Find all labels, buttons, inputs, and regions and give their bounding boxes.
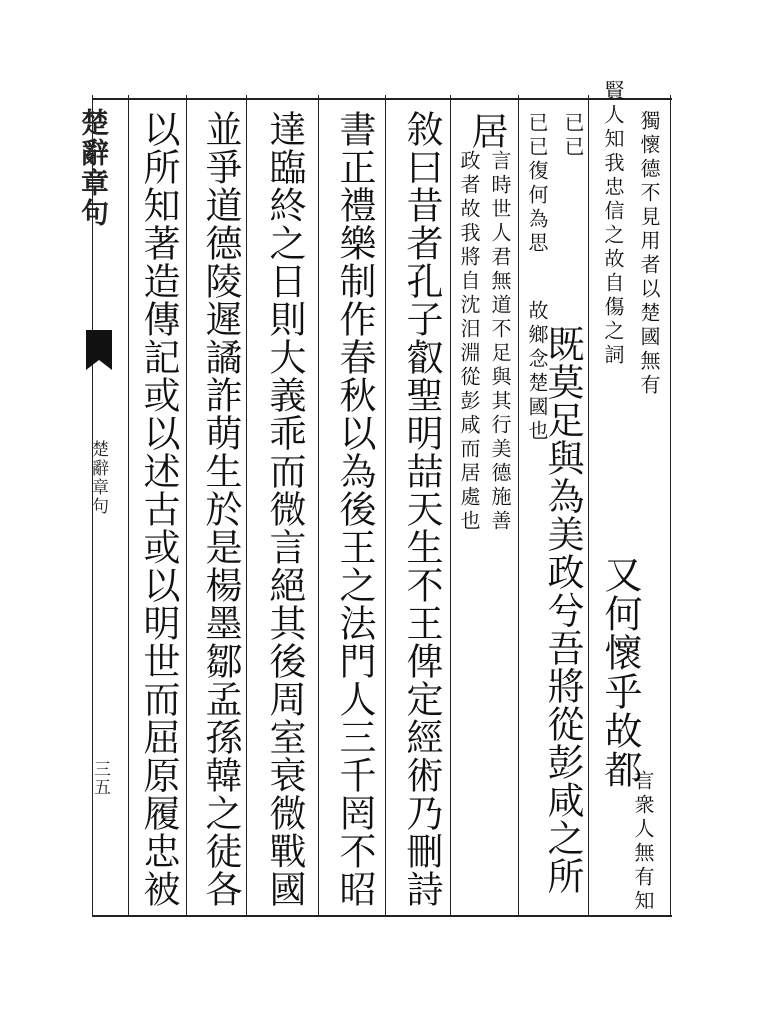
text-column: 又何懷乎故都 (598, 555, 642, 789)
text-column: 敘曰昔者孔子叡聖明喆天生不王俾定經術乃刪詩 (400, 110, 443, 908)
text-column: 故鄉念楚國也 (525, 300, 549, 444)
text-column: 以所知著造傳記或以述古或以明世而屈原履忠被 (137, 110, 180, 908)
text-column: 達臨終之日則大義乖而微言絕其後周室衰微戰國 (263, 110, 306, 908)
page-number: 三五 (90, 760, 110, 796)
top-border (92, 98, 672, 100)
margin-book-name: 楚辭章句 (88, 440, 108, 516)
text-column: 並爭道德陵遲譎詐萌生於是楊墨鄒孟孫韓之徒各 (199, 110, 242, 908)
column-rule (128, 95, 129, 915)
column-rule (385, 95, 386, 915)
bottom-border (92, 915, 672, 917)
text-column: 獨懷德不見用者以楚國無有 (637, 110, 661, 398)
column-rule (450, 95, 451, 915)
text-column: 書正禮樂制作春秋以為後王之法門人三千罔不昭 (333, 110, 376, 908)
text-column: 已已復何為思 (525, 112, 549, 256)
text-column: 言衆人無有知 (631, 770, 655, 914)
column-rule (670, 95, 671, 915)
margin-title: 楚辭章句 (77, 108, 110, 228)
column-rule (518, 95, 519, 915)
column-rule (588, 95, 589, 915)
fish-tail-mark (86, 330, 112, 370)
text-column: 政者故我將自沈汨淵從彭咸而居處也 (457, 150, 481, 534)
text-column: 居 (465, 112, 508, 150)
column-rule (186, 95, 187, 915)
text-column: 言時世人君無道不足與其行美德施善 (488, 150, 512, 534)
text-column: 已已 (561, 112, 585, 160)
column-rule (318, 95, 319, 915)
column-rule (246, 95, 247, 915)
text-column: 賢人知我忠信之故自傷之詞 (601, 80, 625, 368)
text-column: 既莫足與為美政兮吾將從彭咸之所 (541, 325, 584, 895)
